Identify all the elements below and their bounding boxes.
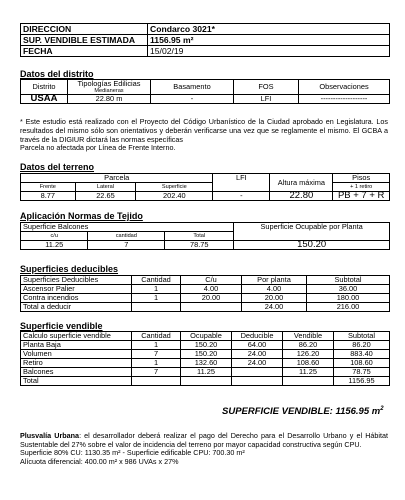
distrito-table [20,79,390,104]
header-label: FECHA [21,46,148,57]
deducibles-col-header: Por planta [242,276,307,285]
header-value: 15/02/19 [148,46,390,57]
table-cell: 24.00 [232,350,283,359]
table-cell: 86.20 [283,341,334,350]
table-cell: 150.20 [181,350,232,359]
total-vendible [222,406,384,417]
table-cell: Total [21,377,132,386]
table-cell [181,303,242,312]
deducibles-table [20,275,390,312]
cu-sub: c/u [21,232,88,241]
tipologias-header [68,80,151,95]
note-text: * Este estudio está realizado con el Proyecto del Código Urbanístico de la Ciudad aprobado en Legislatura. Los resultados del mismo sólo son orientativos y deberán verificarse una vez que se reglamente el mismo. El GCBA a través de la DIGIUR dictará las normas específicas [20,117,388,144]
deducibles-col-header: Subtotal [307,276,390,285]
section-title-terreno: Datos del terreno [20,162,95,172]
vendible-col-header: Cantidad [132,332,181,341]
fos-header: FOS [234,80,299,95]
altura-header: Altura máxima [270,174,333,192]
header-row [21,35,390,46]
table-row [21,377,390,386]
distrito-header: Distrito [21,80,68,95]
tipologias-value: 22.80 m [68,95,151,104]
table-cell: 150.20 [181,341,232,350]
total-vendible-sup: 2 [380,406,384,412]
deducibles-col-header: Cantidad [132,276,181,285]
table-cell: 78.75 [334,368,390,377]
frente-value: 8.77 [21,192,76,201]
vendible-col-header: Deducible [232,332,283,341]
table-row [21,368,390,377]
table-cell: Planta Baja [21,341,132,350]
table-cell: 11.25 [283,368,334,377]
header-value: 1156.95 m² [148,35,390,46]
table-cell: 36.00 [307,285,390,294]
header-value: Condarco 3021* [148,24,390,35]
table-cell: Retiro [21,359,132,368]
table-cell: 180.00 [307,294,390,303]
section-title-vendible: Superficie vendible [20,321,103,331]
header-label: SUP. VENDIBLE ESTIMADA [21,35,148,46]
lfi-value: - [213,192,270,201]
table-cell [232,368,283,377]
table-cell: 64.00 [232,341,283,350]
table-cell: 1156.95 [334,377,390,386]
total-vendible-label: SUPERFICIE VENDIBLE: 1156.95 m [222,406,381,418]
parcela-header: Parcela [21,174,213,183]
table-row [21,294,390,303]
table-cell: 24.00 [232,359,283,368]
basamento-header: Basamento [151,80,234,95]
basamento-value: - [151,95,234,104]
table-cell: Total a deducir [21,303,132,312]
header-row [21,24,390,35]
table-cell: 108.60 [334,359,390,368]
table-cell: 20.00 [181,294,242,303]
terreno-table [20,173,390,201]
section-title-tejido: Aplicación Normas de Tejido [20,211,143,221]
pisos-header: Pisos [333,174,390,183]
observaciones-header: Observaciones [299,80,390,95]
table-cell: Contra incendios [21,294,132,303]
plusvalia-line2: Superficie 80% CU: 1130.35 m² - Superficie edificable CPU: 700.30 m² [20,448,245,458]
total-value: 78.75 [165,241,234,250]
distrito-value: USAA [21,95,68,104]
vendible-col-header: Ocupable [181,332,232,341]
tipologias-sub: Medianeras [94,88,124,94]
table-cell [181,377,232,386]
lfi-header: LFI [213,174,270,192]
altura-value: 22.80 [270,192,333,201]
tejido-table [20,222,390,250]
header-label: DIRECCION [21,24,148,35]
table-cell [283,377,334,386]
table-cell: 883.40 [334,350,390,359]
deducibles-col-header: Superficies Deducibles [21,276,132,285]
table-cell: 1 [132,285,181,294]
ocupable-value: 150.20 [234,241,390,250]
table-row [21,303,390,312]
header-row [21,46,390,57]
cu-value: 11.25 [21,241,88,250]
table-cell: Volumen [21,350,132,359]
table-cell [132,303,181,312]
table-cell: 4.00 [181,285,242,294]
table-cell: 1 [132,341,181,350]
table-cell: Ascensor Palier [21,285,132,294]
note-block [20,118,388,153]
vendible-col-header: Subtotal [334,332,390,341]
cantidad-value: 7 [88,241,165,250]
lateral-sub: Lateral [75,183,136,192]
table-cell [132,377,181,386]
table-cell: 4.00 [242,285,307,294]
table-cell: 216.00 [307,303,390,312]
total-sub: Total [165,232,234,241]
table-cell: 108.60 [283,359,334,368]
lateral-value: 22.65 [75,192,136,201]
vendible-col-header: Vendible [283,332,334,341]
table-cell: 24.00 [242,303,307,312]
section-title-deducibles: Superficies deducibles [20,264,119,274]
section-title-distrito: Datos del distrito [20,69,94,79]
table-cell: 7 [132,350,181,359]
balcones-header: Superficie Balcones [21,223,234,232]
tipologias-label: Tipologías Edilicias [77,79,141,88]
plusvalia-label: Plusvalía Urbana [20,431,80,440]
frente-sub: Frente [21,183,76,192]
plusvalia-block [20,432,388,466]
observaciones-value: ------------------- [299,95,390,104]
fos-value: LFI [234,95,299,104]
superficie-sub: Superficie [136,183,213,192]
deducibles-col-header: C/u [181,276,242,285]
vendible-col-header: Calculo superficie vendible [21,332,132,341]
ocupable-header: Superficie Ocupable por Planta [234,223,390,241]
table-cell: 86.20 [334,341,390,350]
table-cell: Balcones [21,368,132,377]
table-cell: 7 [132,368,181,377]
table-cell [232,377,283,386]
table-cell: 20.00 [242,294,307,303]
cantidad-sub: cantidad [88,232,165,241]
header-table [20,23,390,57]
pisos-sub: + 1 retiro [333,183,390,192]
pisos-value: PB + 7 + R [333,192,390,201]
plusvalia-text: : el desarrollador deberá realizar el pago del Derecho para el Desarrollo Urbano y el Hábitat Sustentable del 27% sobre el valor de incidencia del terreno por mayor capacidad constructiva según CPU. [20,431,388,449]
note-text-2: Parcela no afectada por Línea de Frente Interno. [20,143,176,153]
table-cell: 1 [132,359,181,368]
table-cell: 11.25 [181,368,232,377]
table-cell: 1 [132,294,181,303]
superficie-value: 202.40 [136,192,213,201]
vendible-table [20,331,390,386]
table-cell: 126.20 [283,350,334,359]
table-cell: 132.60 [181,359,232,368]
plusvalia-line3: Alícuota diferencial: 400.00 m² x 986 UVAs x 27% [20,456,179,466]
